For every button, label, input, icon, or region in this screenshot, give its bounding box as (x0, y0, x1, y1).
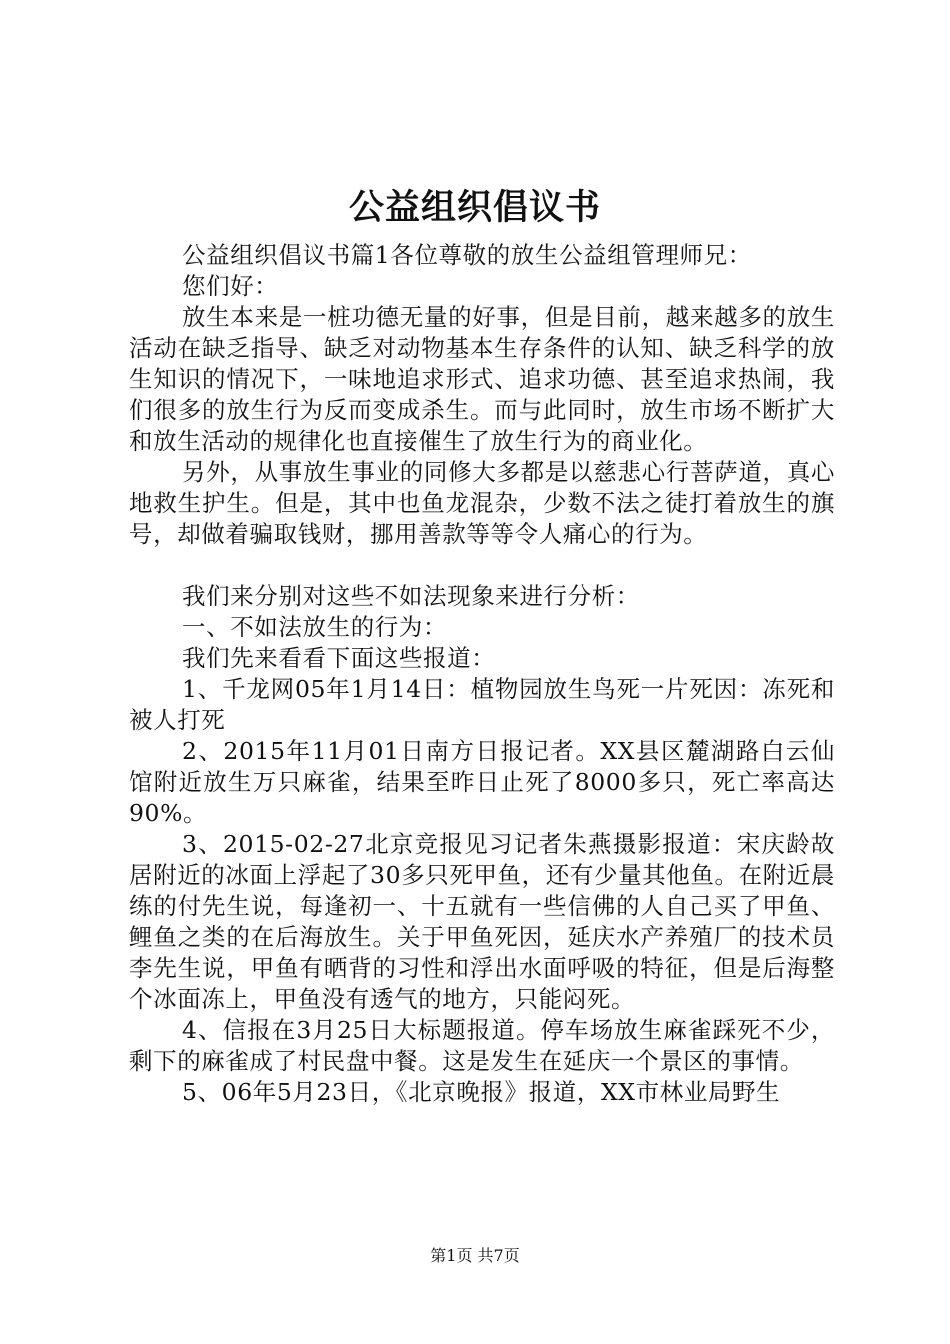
paragraph-reports-intro: 我们先来看看下面这些报道： (182, 644, 496, 672)
page-title: 公益组织倡议书 (348, 187, 601, 228)
paragraph-gap (129, 550, 835, 581)
paragraph-other-issues: 另外，从事放生事业的同修大多都是以慈悲心行菩萨道，真心地救生护生。但是，其中也鱼龙混杂，少数不法之徒打着放生的旗号，却做着骗取钱财，挪用善款等等令人痛心的行为。 (129, 458, 835, 548)
paragraph-analysis-intro: 我们来分别对这些不如法现象来进行分析： (182, 582, 640, 610)
report-item-4: 4、信报在3月25日大标题报道。停车场放生麻雀踩死不少，剩下的麻雀成了村民盘中餐。这是发生在延庆一个景区的事情。 (129, 1016, 835, 1075)
document-body (129, 240, 835, 1108)
report-item-1: 1、千龙网05年1月14日：植物园放生鸟死一片死因：冻死和被人打死 (129, 675, 835, 734)
paragraph-intro: 放生本来是一桩功德无量的好事，但是目前，越来越多的放生活动在缺乏指导、缺乏对动物基本生存条件的认知、缺乏科学的放生知识的情况下，一味地追求形式、追求功德、甚至追求热闹，我们很多的放生行为反而变成杀生。而与此同时，放生市场不断扩大和放生活动的规律化也直接催生了放生行为的商业化。 (129, 303, 835, 455)
section-heading-1: 一、不如法放生的行为： (182, 613, 448, 641)
paragraph-greeting-line: 公益组织倡议书篇1各位尊敬的放生公益组管理师兄： (182, 241, 752, 269)
paragraph-salutation: 您们好： (182, 272, 279, 300)
page-footer: 第1页 共7页 (430, 1246, 520, 1265)
report-item-3: 3、2015-02-27北京竞报见习记者朱燕摄影报道：宋庆龄故居附近的冰面上浮起了30多只死甲鱼，还有少量其他鱼。在附近晨练的付先生说，每逢初一、十五就有一些信佛的人自己买了甲鱼、鲤鱼之类的在后海放生。关于甲鱼死因，延庆水产养殖厂的技术员李先生说，甲鱼有晒背的习性和浮出水面呼吸的特征，但是后海整个冰面冻上，甲鱼没有透气的地方，只能闷死。 (129, 830, 835, 1013)
report-item-2: 2、2015年11月01日南方日报记者。XX县区麓湖路白云仙馆附近放生万只麻雀，结果至昨日止死了8000多只，死亡率高达90%。 (129, 737, 835, 827)
report-item-5: 5、06年5月23日，《北京晚报》报道，XX市林业局野生 (182, 1078, 781, 1106)
